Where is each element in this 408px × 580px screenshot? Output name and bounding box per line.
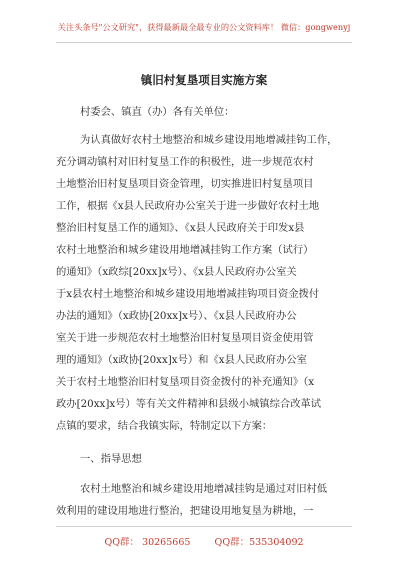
paragraph-line: 工作，根据《x县人民政府办公室关于进一步做好农村土地 [56, 200, 320, 212]
paragraph-line: 为认真做好农村土地整治和城乡建设用地增减挂钩工作， [80, 134, 338, 146]
paragraph-line: 土地整治旧村复垦项目资金管理，切实推进旧村复垦项目 [56, 178, 314, 190]
paragraph-line: 的通知》（x政综[20xx]x号）、《x县人民政府办公室关 [56, 266, 297, 278]
paragraph-line: 政办[20xx]x号）等有关文件精神和县级小城镇综合改革试 [56, 398, 322, 410]
document-title: 镇旧村复垦项目实施方案 [140, 73, 268, 87]
paragraph-line: 于x县农村土地整治和城乡建设用地增减挂钩项目资金拨付 [56, 288, 320, 300]
footer-contact: QQ群： 30265665 QQ群：535304092 [104, 537, 304, 548]
paragraph-line: 关于农村土地整治旧村复垦项目资金拨付的补充通知》（x [56, 376, 315, 388]
header-banner: 关注头条号"公文研究"，获得最新最全最专业的公文资料库！ 微信：gongwenyj [57, 22, 351, 32]
paragraph-line: 理的通知》（x政协[20xx]x号）和《x县人民政府办公室 [56, 354, 307, 366]
footer-divider [56, 526, 352, 527]
section-heading: 一、指导思想 [80, 453, 142, 465]
paragraph-line: 点镇的要求，结合我镇实际，特制定以下方案： [56, 420, 273, 432]
paragraph-line: 整治旧村复垦工作的通知》、《x县人民政府关于印发x县 [56, 222, 305, 234]
paragraph-line: 农村土地整治和城乡建设用地增减挂钩工作方案（试行） [56, 244, 314, 256]
paragraph-line: 室关于进一步规范农村土地整治旧村复垦项目资金使用管 [56, 332, 314, 344]
header-divider [56, 42, 352, 43]
paragraph-line: 农村土地整治和城乡建设用地增减挂钩是通过对旧村低 [80, 483, 328, 495]
paragraph-line: 充分调动镇村对旧村复垦工作的积极性，进一步规范农村 [56, 156, 314, 168]
salutation: 村委会、镇直（办）各有关单位： [80, 106, 235, 118]
paragraph-line: 办法的通知》（x政协[20xx]x号）、《x县人民政府办公 [56, 310, 297, 322]
paragraph-line: 效利用的建设用地进行整治，把建设用地复垦为耕地，一 [56, 505, 314, 517]
